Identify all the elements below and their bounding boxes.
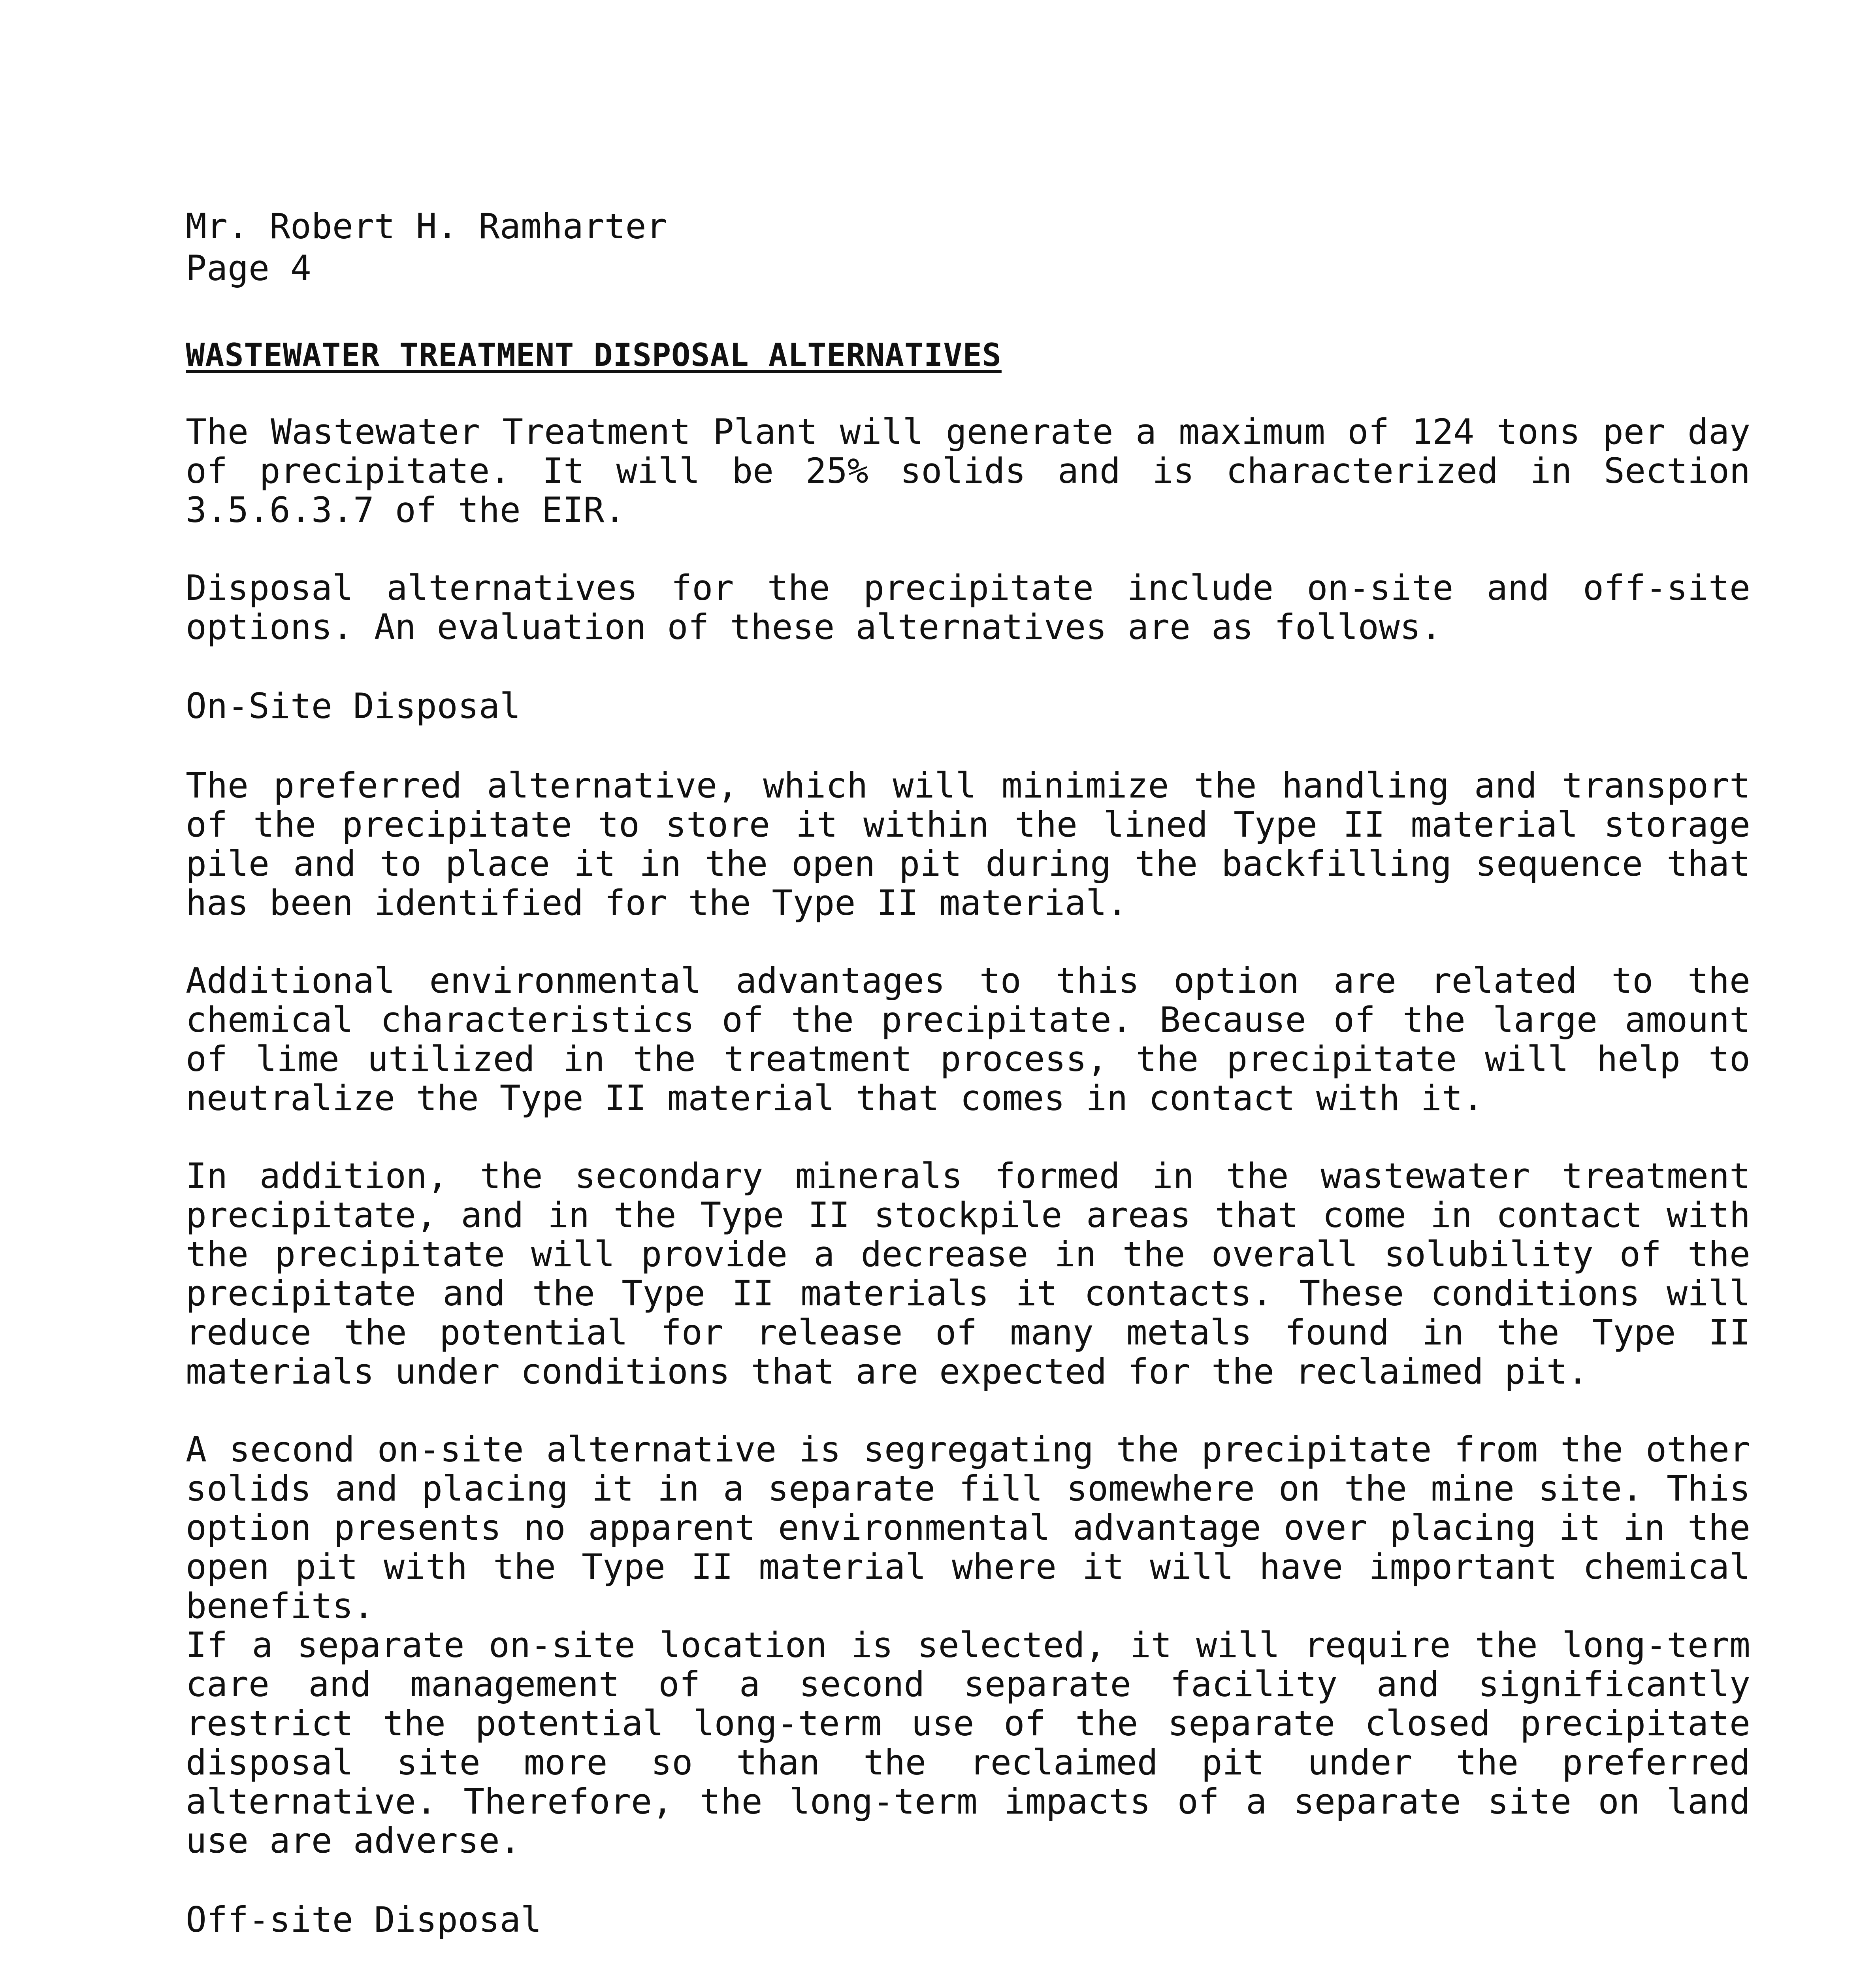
onsite-heading: On-Site Disposal: [186, 686, 521, 726]
onsite-paragraph-1: The preferred alternative, which will minimize the handling and transport of the precipitate to store it within the lined Type II material storage pile and to place it in the open pit during the backfilling sequence that has been identified for the Type II material.: [186, 765, 1750, 923]
intro-paragraph-2: Disposal alternatives for the precipitate include on-site and off-site options. An evaluation of these alternatives are as follows.: [186, 568, 1750, 647]
recipient-name: Mr. Robert H. Ramharter: [186, 206, 667, 247]
onsite-paragraph-4: A second on-site alternative is segregating the precipitate from the other solids and placing it in a separate fill somewhere on the mine site. This option presents no apparent environmental advantage over placing it in the open pit with the Type II material where it will have important chemical benefits.: [186, 1429, 1750, 1626]
onsite-paragraph-5: If a separate on-site location is selected, it will require the long-term care and management of a second separate facility and significantly restrict the potential long-term use of the separate closed precipitate disposal site more so than the reclaimed pit under the preferred alternative. Therefore, the long-term impacts of a separate site on land use are adverse.: [186, 1625, 1750, 1861]
intro-paragraph-1: The Wastewater Treatment Plant will generate a maximum of 124 tons per day of precipitate. It will be 25% solids and is characterized in Section 3.5.6.3.7 of the EIR.: [186, 411, 1750, 530]
onsite-paragraph-2: Additional environmental advantages to this option are related to the chemical characteristics of the precipitate. Because of the large amount of lime utilized in the treatment process, the precipitate will help to neutralize the Type II material that comes in contact with it.: [186, 960, 1750, 1118]
offsite-heading: Off-site Disposal: [186, 1899, 542, 1940]
onsite-paragraph-3: In addition, the secondary minerals formed in the wastewater treatment precipitate, and in the Type II stockpile areas that come in contact with the precipitate will provide a decrease in the overall solubility of the precipitate and the Type II materials it contacts. These conditions will reduce the potential for release of many metals found in the Type II materials under conditions that are expected for the reclaimed pit.: [186, 1156, 1750, 1392]
section-title: WASTEWATER TREATMENT DISPOSAL ALTERNATIVES: [186, 337, 1002, 373]
letter-body: [186, 206, 1750, 1976]
page-label: Page 4: [186, 248, 311, 288]
